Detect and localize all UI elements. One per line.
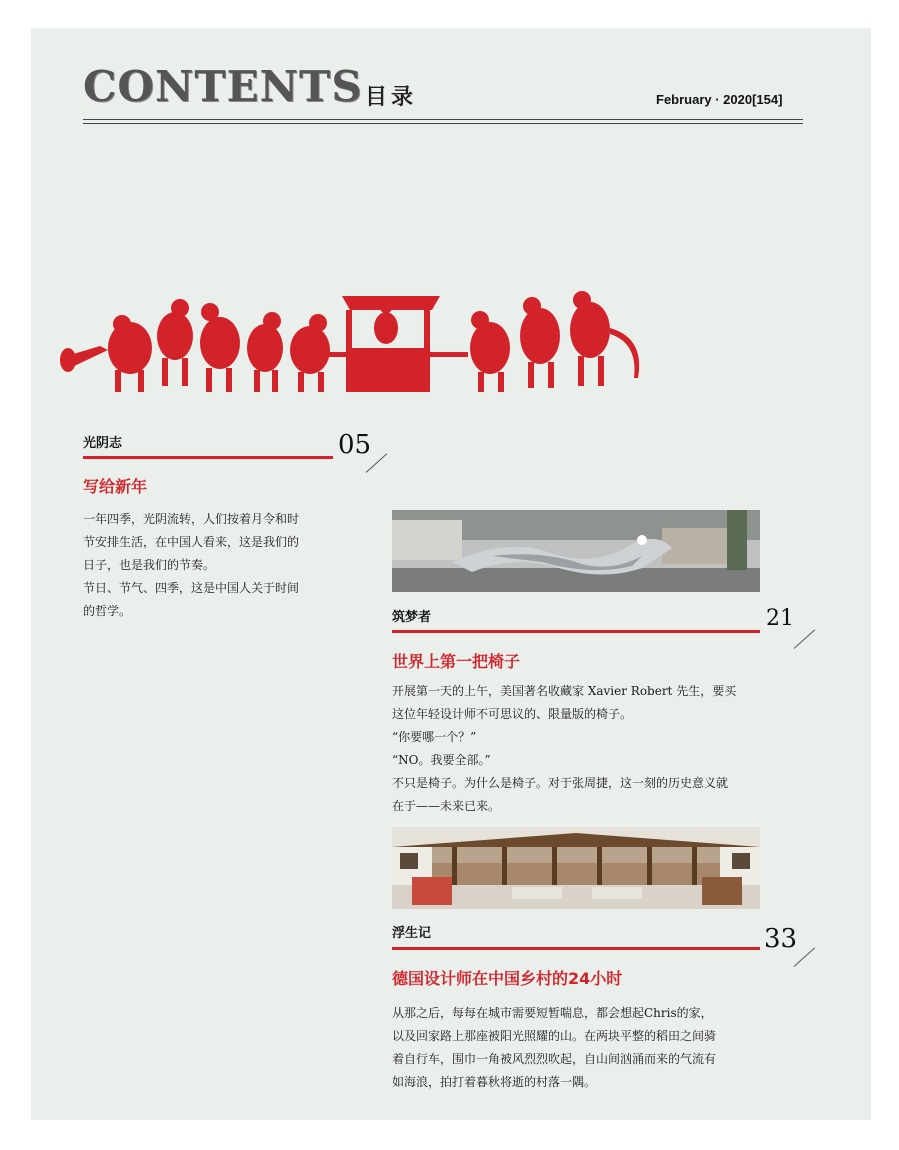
contents-title-cn: 目录 xyxy=(365,85,418,110)
summary-line: 开展第一天的上午，美国著名收藏家 Xavier Robert 先生，要买 xyxy=(392,684,737,698)
summary-line: “NO。我要全部。” xyxy=(392,753,491,767)
papercut-rats-illustration xyxy=(60,288,650,400)
summary-line: “你要哪一个？” xyxy=(392,730,477,744)
header-rule xyxy=(83,123,803,124)
sculpture-photo xyxy=(392,510,760,592)
section-red-rule xyxy=(392,630,760,633)
contents-title: CONTENTS xyxy=(83,62,363,111)
summary-line: 如海浪，拍打着暮秋将逝的村落一隅。 xyxy=(392,1075,597,1089)
section-page-number: 21 xyxy=(766,606,794,631)
article-summary xyxy=(392,680,764,818)
article-summary xyxy=(392,1002,772,1094)
summary-line: 节日、节气、四季，这是中国人关于时间 xyxy=(83,581,300,595)
bookstore-photo xyxy=(392,827,760,909)
article-title[interactable]: 世界上第一把椅子 xyxy=(392,652,521,671)
article-title[interactable]: 写给新年 xyxy=(83,477,148,496)
section-column-label: 筑梦者 xyxy=(392,610,432,625)
summary-line: 日子，也是我们的节奏。 xyxy=(83,558,216,572)
summary-line: 在于——未来已来。 xyxy=(392,799,501,813)
section-column-label: 浮生记 xyxy=(392,926,432,941)
summary-line: 着自行车，围巾一角被风烈烈吹起，自山间汹涌而来的气流有 xyxy=(392,1052,717,1066)
header-rule xyxy=(83,119,803,120)
section-red-rule xyxy=(83,456,333,459)
issue-date: February · 2020[154] xyxy=(656,92,783,107)
summary-line: 这位年轻设计师不可思议的、限量版的椅子。 xyxy=(392,707,633,721)
section-page-number: 05 xyxy=(338,430,372,460)
summary-line: 不只是椅子。为什么是椅子。对于张周捷，这一刻的历史意义就 xyxy=(392,776,729,790)
summary-line: 节安排生活，在中国人看来，这是我们的 xyxy=(83,535,300,549)
article-summary xyxy=(83,508,343,623)
summary-line: 以及回家路上那座被阳光照耀的山。在两块平整的稻田之间骑 xyxy=(392,1029,717,1043)
section-column-label: 光阴志 xyxy=(83,436,123,451)
summary-line: 从那之后，每每在城市需要短暂喘息，都会想起Chris的家， xyxy=(392,1006,713,1020)
section-page-number: 33 xyxy=(764,924,798,954)
summary-line: 一年四季，光阴流转，人们按着月令和时 xyxy=(83,512,300,526)
summary-line: 的哲学。 xyxy=(83,604,132,618)
section-red-rule xyxy=(392,947,760,950)
article-title[interactable]: 德国设计师在中国乡村的24小时 xyxy=(392,969,623,988)
